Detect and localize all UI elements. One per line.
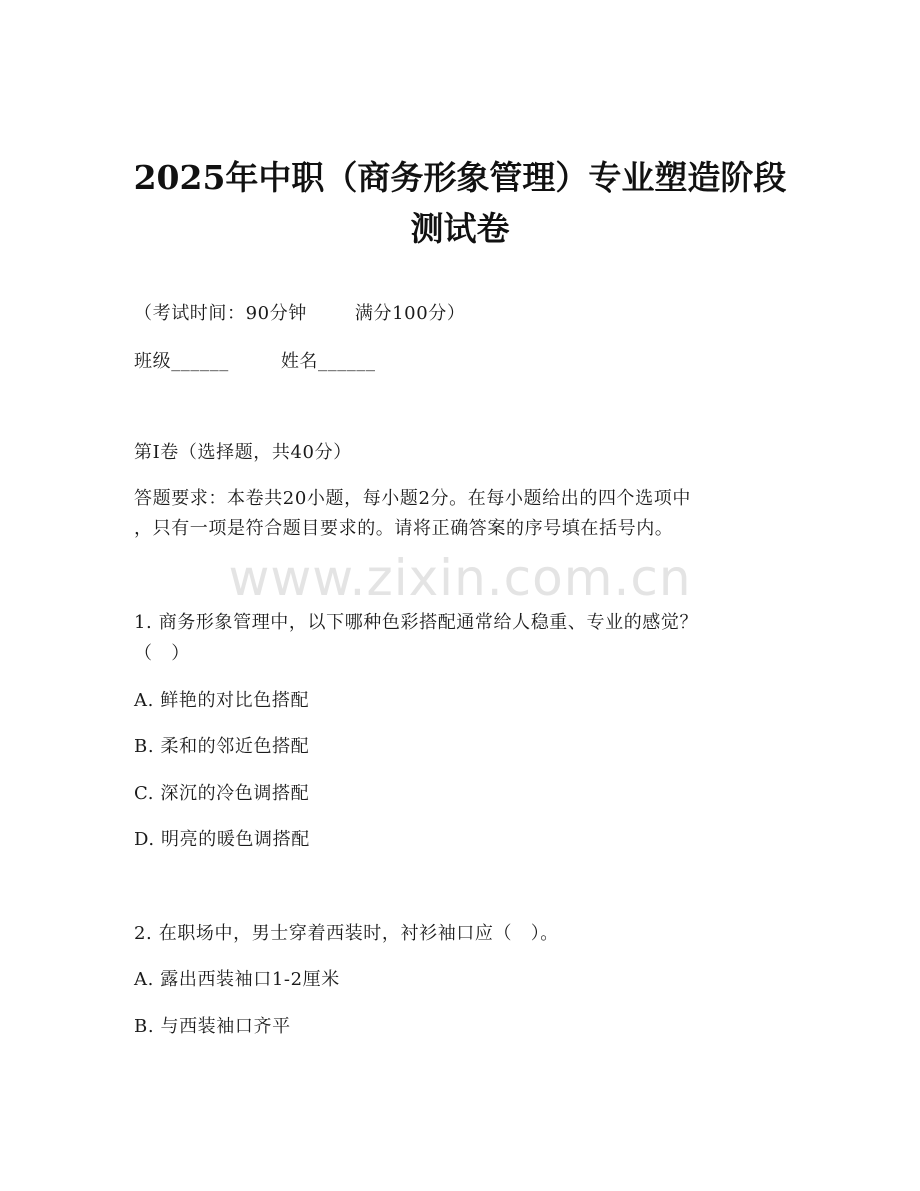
instructions-line-2: ，只有一项是符合题目要求的。请将正确答案的序号填在括号内。 xyxy=(134,518,674,539)
question-stem-line-2: （ ） xyxy=(134,643,190,664)
full-score: 满分100分） xyxy=(354,303,466,324)
option-a: A. 露出西装袖口1-2厘米 xyxy=(134,969,340,990)
exam-time: （考试时间：90分钟 xyxy=(134,303,307,324)
question-stem-line-1: 2. 在职场中，男士穿着西装时，衬衫袖口应（ ）。 xyxy=(134,923,559,944)
instructions-line-1: 答题要求：本卷共20小题，每小题2分。在每小题给出的四个选项中 xyxy=(134,488,691,509)
student-info xyxy=(134,350,376,374)
section-heading: 第I卷（选择题，共40分） xyxy=(134,442,352,463)
name-field: 姓名______ xyxy=(280,351,376,372)
document-title-line-1: 2025年中职（商务形象管理）专业塑造阶段 xyxy=(133,158,787,197)
option-b: B. 柔和的邻近色搭配 xyxy=(134,736,310,757)
document-title-line-2: 测试卷 xyxy=(410,209,510,248)
watermark: www.zixin.com.cn xyxy=(228,549,692,607)
option-d: D. 明亮的暖色调搭配 xyxy=(134,829,310,850)
option-a: A. 鲜艳的对比色搭配 xyxy=(134,690,310,711)
question-stem-line-1: 1. 商务形象管理中，以下哪种色彩搭配通常给人稳重、专业的感觉？ xyxy=(134,612,699,633)
option-b: B. 与西装袖口齐平 xyxy=(134,1016,291,1037)
class-field: 班级______ xyxy=(134,351,229,372)
exam-info xyxy=(134,302,465,326)
option-c: C. 深沉的冷色调搭配 xyxy=(134,783,310,804)
